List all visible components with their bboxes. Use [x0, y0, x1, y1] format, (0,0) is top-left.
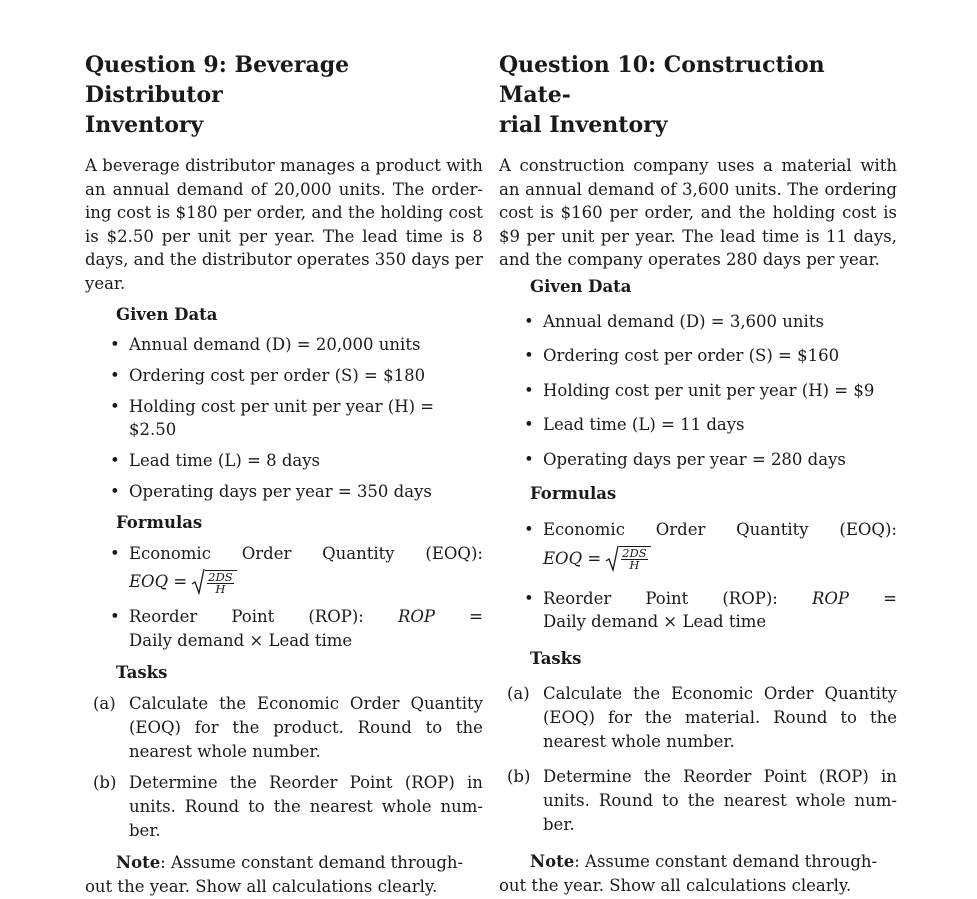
square-root [605, 545, 650, 573]
note-label: Note [116, 853, 161, 873]
formulas-list [85, 542, 483, 653]
intro-line: an annual demand of 20,000 units. The order- [85, 179, 483, 199]
eoq-formula [85, 542, 483, 597]
eoq-equation [129, 568, 483, 596]
given-data-heading: Given Data [116, 304, 218, 324]
task-label: (b) [507, 766, 531, 786]
rop-expression: Daily demand × Lead time [543, 612, 767, 632]
rop-description: • Reorder Point (ROP): ROP = [129, 607, 483, 627]
square-root [191, 568, 236, 596]
rop-formula [85, 605, 483, 652]
intro-line: ing cost is $180 per order, and the holding cost [85, 203, 483, 223]
eoq-description: • Economic Order Quantity (EOQ): [543, 520, 897, 540]
task-label: (a) [507, 683, 530, 703]
intro-line: days, and the distributor operates 350 days per [85, 250, 483, 270]
given-item: • Operating days per year = 350 days [85, 480, 483, 504]
intro-paragraph [499, 154, 897, 272]
task-item: (a) Calculate the Economic Order Quantity (EOQ) for the material. Round to the nearest whole number. [507, 683, 897, 751]
title-line-2: rial Inventory [499, 112, 668, 138]
rop-description: • Reorder Point (ROP): ROP = [543, 588, 897, 608]
question-title [499, 50, 897, 140]
intro-line: A construction company uses a material with [499, 156, 897, 175]
rop-formula [499, 587, 897, 634]
given-item: • Operating days per year = 280 days [499, 448, 897, 472]
given-data-list [499, 310, 897, 472]
intro-line: is $2.50 per unit per year. The lead time is 8 [85, 226, 483, 246]
tasks-list [499, 682, 897, 837]
tasks-heading: Tasks [530, 648, 582, 668]
given-data-list [85, 333, 483, 504]
radical-sign-icon [191, 568, 205, 596]
fraction-denominator: H [215, 581, 226, 596]
task-item: (b) Determine the Reorder Point (ROP) in units. Round to the nearest whole num- ber. [507, 766, 897, 834]
given-item: • Lead time (L) = 11 days [499, 413, 897, 437]
given-item: • Lead time (L) = 8 days [85, 449, 483, 473]
intro-paragraph [85, 154, 483, 296]
fraction [205, 570, 236, 595]
eoq-equation [543, 545, 897, 573]
note-label: Note [530, 851, 575, 871]
title-line-2: Inventory [85, 112, 204, 138]
task-label: (b) [93, 773, 117, 793]
radical-sign-icon [605, 545, 619, 573]
given-item: • Holding cost per unit per year (H) = $2.50 [85, 395, 483, 442]
note-paragraph: Note: Assume constant demand through- out the year. Show all calculations clearly. [85, 853, 464, 897]
eoq-formula [499, 518, 897, 573]
eoq-lhs: EOQ = [543, 549, 602, 569]
intro-line: year. [85, 273, 126, 293]
fraction-denominator: H [629, 558, 640, 573]
formulas-list [499, 518, 897, 634]
intro-line: A beverage distributor manages a product with [85, 156, 483, 175]
question-title [85, 50, 483, 140]
question-10-column [499, 50, 897, 898]
tasks-heading: Tasks [116, 663, 168, 683]
intro-line: $9 per unit per year. The lead time is 11 days, [499, 226, 897, 246]
tasks-list [85, 692, 483, 843]
note-paragraph: Note: Assume constant demand through- out the year. Show all calculations clearly. [499, 851, 878, 895]
intro-line: an annual demand of 3,600 units. The ordering [499, 179, 897, 199]
task-item: (b) Determine the Reorder Point (ROP) in units. Round to the nearest whole num- ber. [93, 773, 483, 841]
intro-line: cost is $160 per order, and the holding cost is [499, 203, 897, 223]
given-item: • Holding cost per unit per year (H) = $9 [499, 379, 897, 403]
rop-expression: Daily demand × Lead time [129, 630, 353, 650]
formulas-heading: Formulas [530, 484, 617, 504]
given-item: • Ordering cost per order (S) = $160 [499, 344, 897, 368]
task-item: (a) Calculate the Economic Order Quantity (EOQ) for the product. Round to the nearest whole number. [93, 694, 483, 762]
intro-line: and the company operates 280 days per year. [499, 250, 880, 270]
given-data-heading: Given Data [530, 276, 632, 296]
eoq-description: • Economic Order Quantity (EOQ): [129, 543, 483, 563]
formulas-heading: Formulas [116, 512, 203, 532]
title-line-1: Question 10: Construction Mate- [499, 52, 825, 108]
fraction [619, 546, 650, 571]
task-label: (a) [93, 694, 116, 714]
eoq-lhs: EOQ = [129, 572, 188, 592]
question-9-column [85, 50, 483, 899]
given-item: • Ordering cost per order (S) = $180 [85, 364, 483, 388]
given-item: • Annual demand (D) = 20,000 units [85, 333, 483, 357]
fraction-numerator: 2DS [622, 546, 647, 561]
fraction-numerator: 2DS [208, 569, 233, 584]
title-line-1: Question 9: Beverage Distributor [85, 52, 350, 108]
given-item: • Annual demand (D) = 3,600 units [499, 310, 897, 334]
